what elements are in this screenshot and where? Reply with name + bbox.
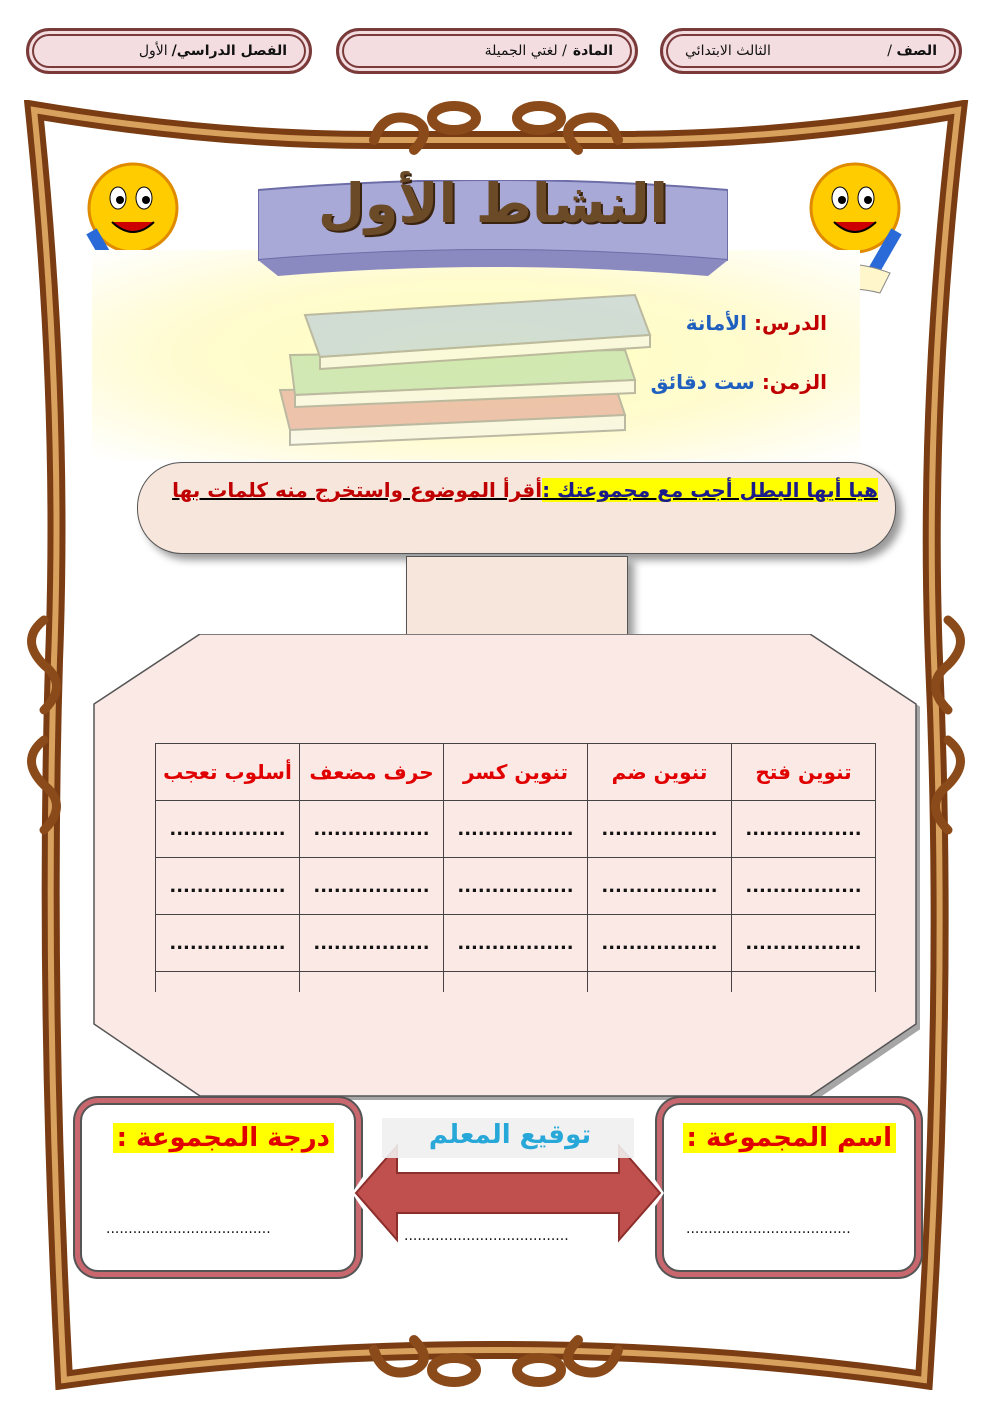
books-icon <box>275 285 665 450</box>
instruction-part2: أقرأ الموضوع واستخرج منه كلمات بها <box>172 478 543 502</box>
answer-cell[interactable]: ................. <box>732 915 876 972</box>
table-row <box>156 801 876 858</box>
grade-label-group <box>887 43 937 59</box>
lesson-label: الدرس: <box>753 311 827 335</box>
col-header-tanween-dam: تنوين ضم <box>588 744 732 801</box>
answer-cell[interactable]: ................. <box>300 915 444 972</box>
term-pill <box>26 28 312 74</box>
answer-cell[interactable]: ................. <box>156 858 300 915</box>
grade-value: الثالث الابتدائي <box>685 43 771 59</box>
answer-cell[interactable]: ................. <box>444 915 588 972</box>
answer-cell[interactable]: ................. <box>300 801 444 858</box>
answer-cell[interactable]: ................. <box>444 801 588 858</box>
table-row <box>156 858 876 915</box>
col-header-exclamation: أسلوب تعجب <box>156 744 300 801</box>
words-table <box>155 743 876 992</box>
col-header-tanween-fath: تنوين فتح <box>732 744 876 801</box>
empty-cell[interactable] <box>732 972 876 993</box>
grade-sep: / <box>887 43 893 59</box>
time-line <box>651 370 827 394</box>
lesson-value: الأمانة <box>685 311 747 335</box>
connector-neck <box>406 556 628 638</box>
instruction-part1: هيا أيها البطل أجب مع مجموعتك : <box>542 478 878 502</box>
answer-cell[interactable]: ................. <box>588 915 732 972</box>
time-label: الزمن: <box>761 370 827 394</box>
grade-pill <box>660 28 962 74</box>
lesson-line <box>686 311 827 335</box>
subject-label: المادة <box>572 43 613 59</box>
col-header-shadda: حرف مضعف <box>300 744 444 801</box>
answer-cell[interactable]: ................. <box>156 801 300 858</box>
teacher-signature-field[interactable]: ..................................... <box>404 1228 569 1244</box>
group-grade-field[interactable]: ..................................... <box>106 1221 271 1237</box>
group-grade-box <box>80 1103 356 1272</box>
answer-cell[interactable]: ................. <box>300 858 444 915</box>
instruction-text <box>108 478 878 502</box>
answer-cell[interactable]: ................. <box>588 801 732 858</box>
answer-cell[interactable]: ................. <box>444 858 588 915</box>
empty-cell[interactable] <box>156 972 300 993</box>
teacher-signature-label: توقيع المعلم <box>428 1120 592 1150</box>
table-header-row <box>156 744 876 801</box>
subject-pill <box>336 28 638 74</box>
time-value: ست دقائق <box>650 370 755 394</box>
empty-cell[interactable] <box>588 972 732 993</box>
instruction-capsule <box>137 462 896 554</box>
table-row <box>156 972 876 993</box>
answer-cell[interactable]: ................. <box>156 915 300 972</box>
activity-title: النشاط الأول <box>317 172 669 235</box>
group-name-box <box>662 1103 916 1272</box>
empty-cell[interactable] <box>300 972 444 993</box>
table-row <box>156 915 876 972</box>
term-label: الفصل الدراسي/ <box>171 43 287 59</box>
subject-value: / لغتي الجميلة <box>484 43 567 59</box>
grade-label: الصف <box>896 43 937 59</box>
answer-cell[interactable]: ................. <box>588 858 732 915</box>
empty-cell[interactable] <box>444 972 588 993</box>
answer-cell[interactable]: ................. <box>732 801 876 858</box>
answer-cell[interactable]: ................. <box>732 858 876 915</box>
col-header-tanween-kasr: تنوين كسر <box>444 744 588 801</box>
term-value: الأول <box>138 43 168 59</box>
group-name-field[interactable]: ..................................... <box>686 1221 851 1237</box>
group-grade-label: درجة المجموعة : <box>113 1123 334 1153</box>
group-name-label: اسم المجموعة : <box>683 1123 896 1153</box>
